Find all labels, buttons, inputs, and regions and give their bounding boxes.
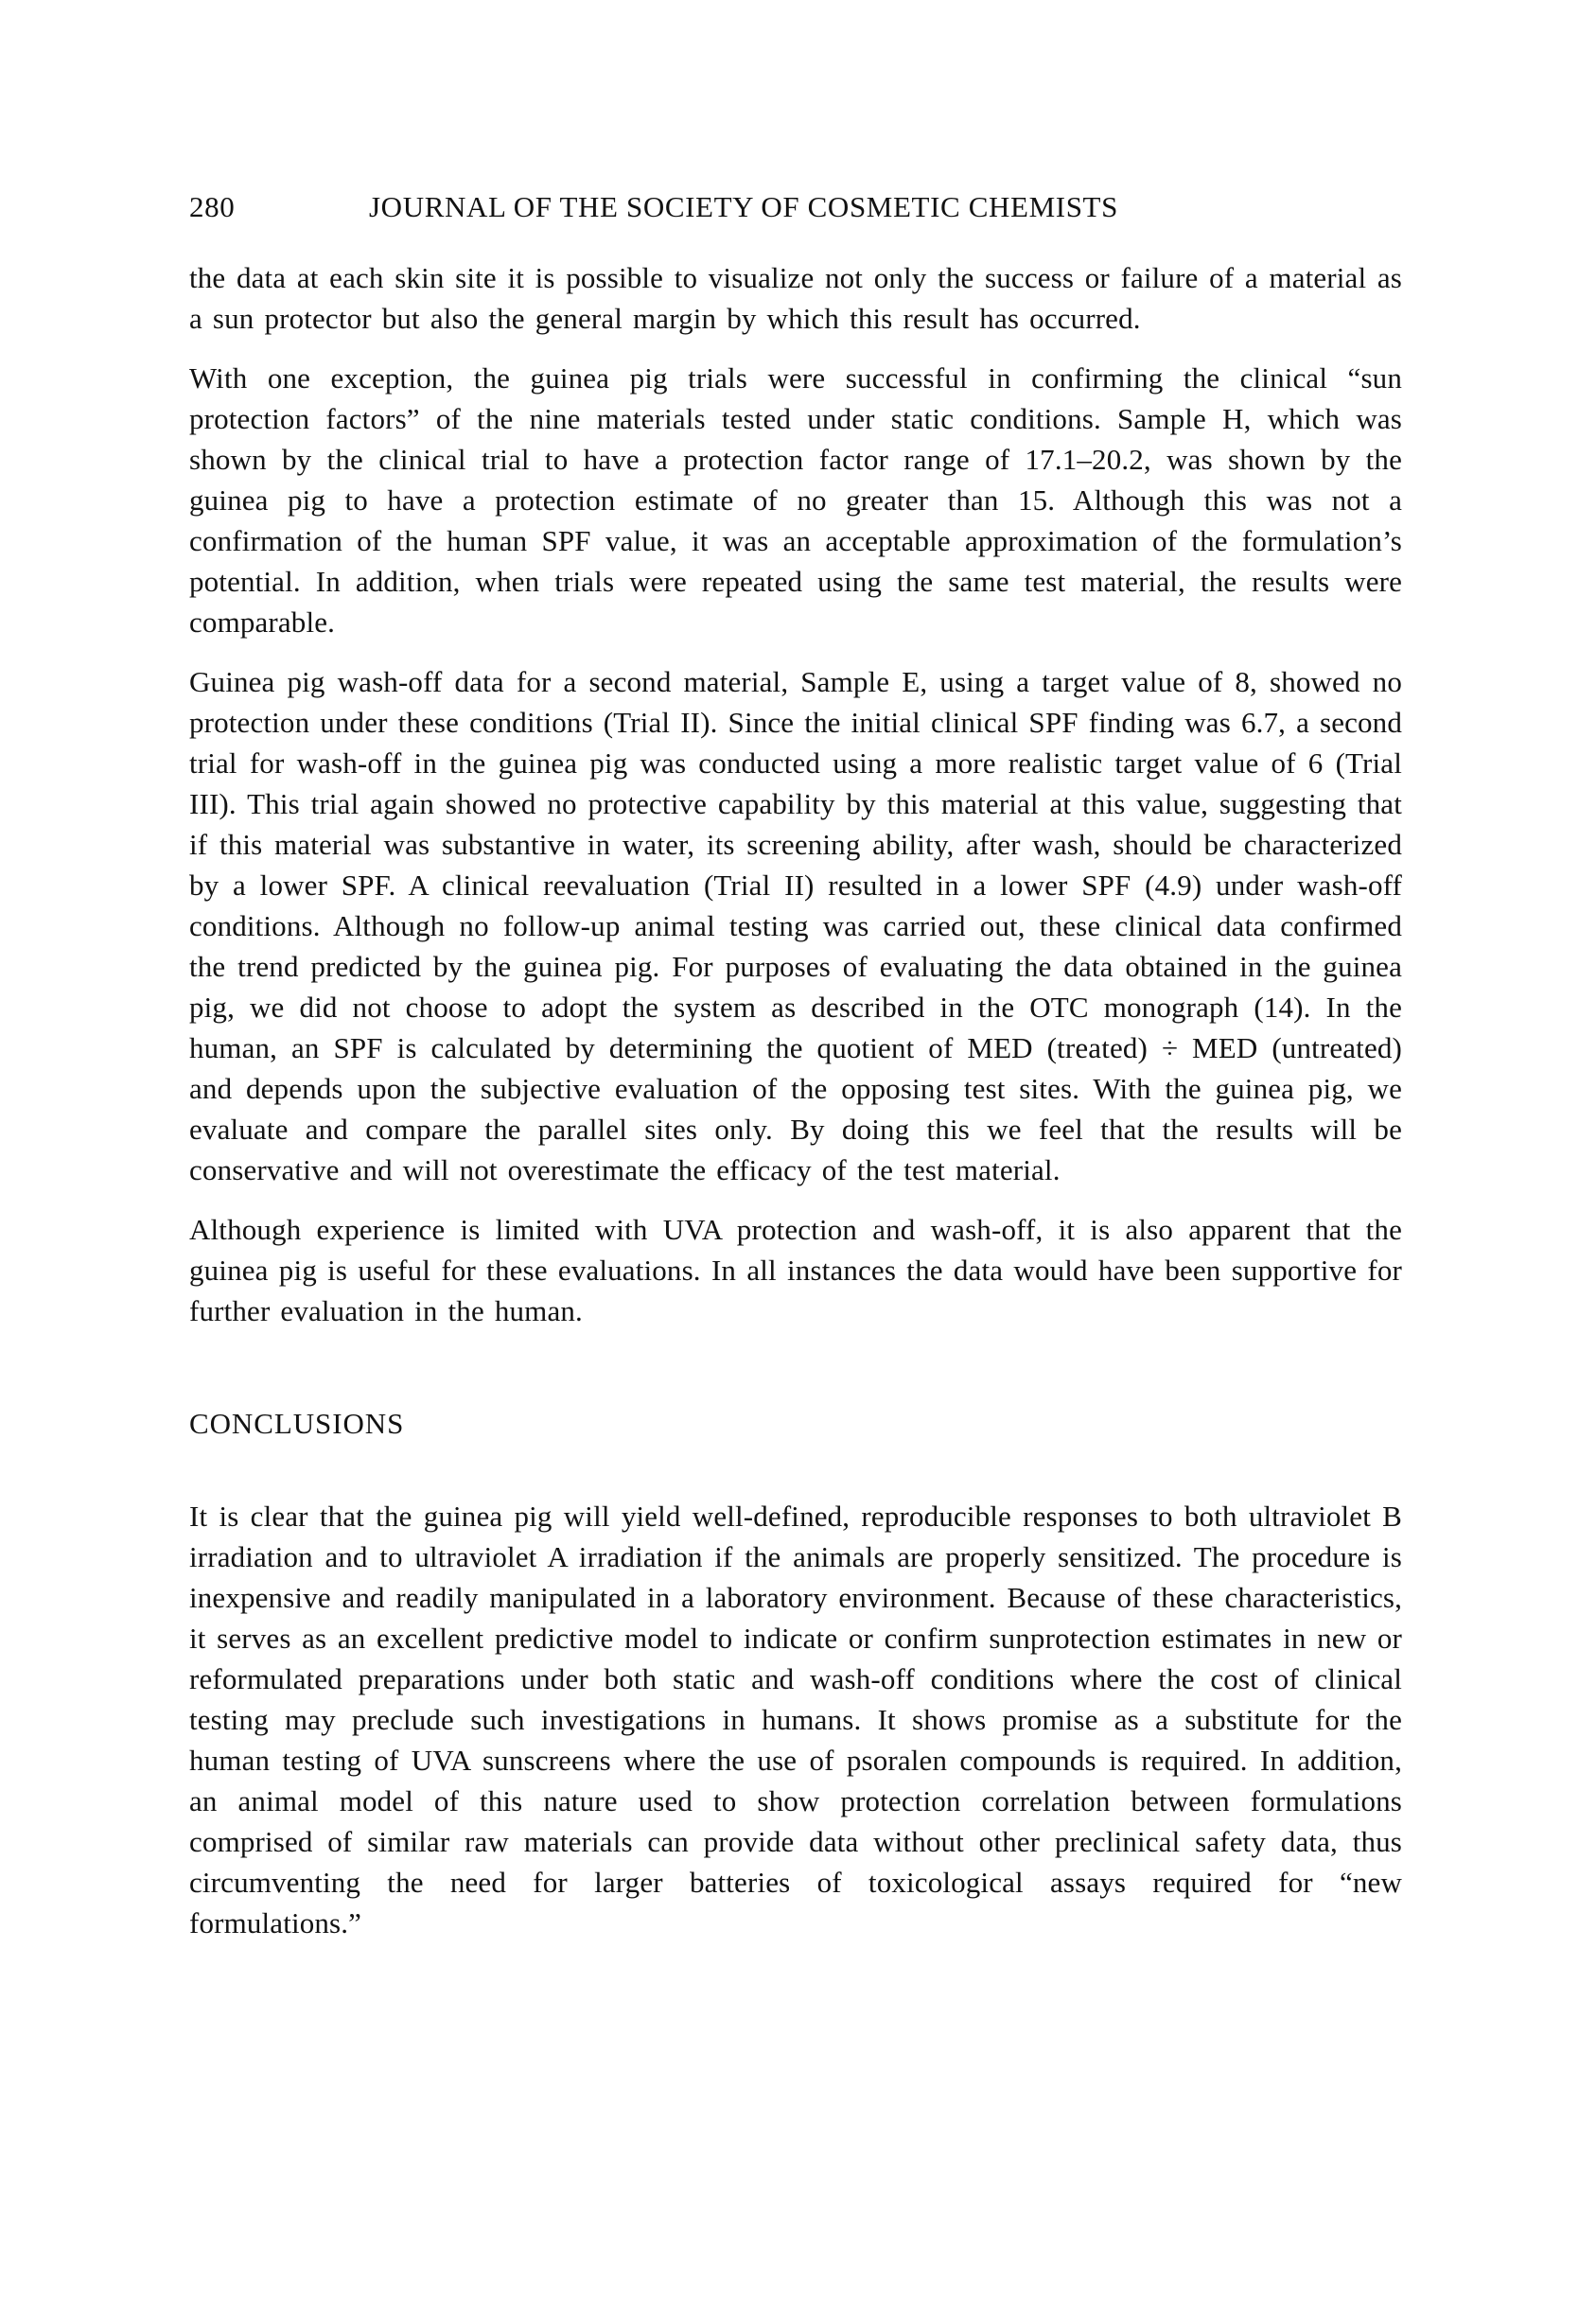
journal-running-title: JOURNAL OF THE SOCIETY OF COSMETIC CHEMISTS [369, 190, 1118, 223]
conclusions-heading: CONCLUSIONS [189, 1407, 405, 1440]
page-content [189, 189, 1402, 1962]
paragraph-uva-experience: Although experience is limited with UVA protection and wash-off, it is also apparent that the guinea pig is useful for these evaluations. In all instances the data would have been supportive for further evaluation in the human. [189, 1213, 1402, 1327]
paragraph-static-trials: With one exception, the guinea pig trials were successful in confirming the clinical “sun protection factors” of the nine materials tested under static conditions. Sample H, which was shown by the clinical trial to have a protection factor range of 17.1–20.2, was shown by the guinea pig to have a protection estimate of no greater than 15. Although this was not a confirmation of the human SPF value, it was an acceptable approximation of the formulation’s potential. In addition, when trials were repeated using the same test material, the results were comparable. [189, 361, 1402, 639]
paragraph-continuation: the data at each skin site it is possible to visualize not only the success or failure of a material as a sun protector but also the general margin by which this result has occurred. [189, 261, 1402, 335]
conclusions-paragraph: It is clear that the guinea pig will yield well-defined, reproducible responses to both ultraviolet B irradiation and to ultraviolet A irradiation if the animals are properly sensitized. The procedure is inexpensive and readily manipulated in a laboratory environment. Because of these characteristics, it serves as an excellent predictive model to indicate or confirm sunprotection estimates in new or reformulated preparations under both static and wash-off conditions where the cost of clinical testing may preclude such investigations in humans. It shows promise as a substitute for the human testing of UVA sunscreens where the use of psoralen compounds is required. In addition, an animal model of this nature used to show protection correlation between formulations comprised of similar raw materials can provide data without other preclinical safety data, thus circumventing the need for larger batteries of toxicological assays required for “new formulations.” [189, 1500, 1402, 1939]
body-text [189, 257, 1402, 1943]
page-number: 280 [189, 190, 236, 223]
paragraph-wash-off-trials: Guinea pig wash-off data for a second material, Sample E, using a target value of 8, showed no protection under these conditions (Trial II). Since the initial clinical SPF finding was 6.7, a second trial for wash-off in the guinea pig was conducted using a more realistic target value of 6 (Trial III). This trial again showed no protective capability by this material at this value, suggesting that if this material was substantive in water, its screening ability, after wash, should be characterized by a lower SPF. A clinical reevaluation (Trial II) resulted in a lower SPF (4.9) under wash-off conditions. Although no follow-up animal testing was carried out, these clinical data confirmed the trend predicted by the guinea pig. For purposes of evaluating the data obtained in the guinea pig, we did not choose to adopt the system as described in the OTC monograph (14). In the human, an SPF is calculated by determining the quotient of MED (treated) ÷ MED (untreated) and depends upon the subjective evaluation of the opposing test sites. With the guinea pig, we evaluate and compare the parallel sites only. By doing this we feel that the results will be conservative and will not overestimate the efficacy of the test material. [189, 665, 1402, 1186]
running-head [189, 189, 1402, 225]
